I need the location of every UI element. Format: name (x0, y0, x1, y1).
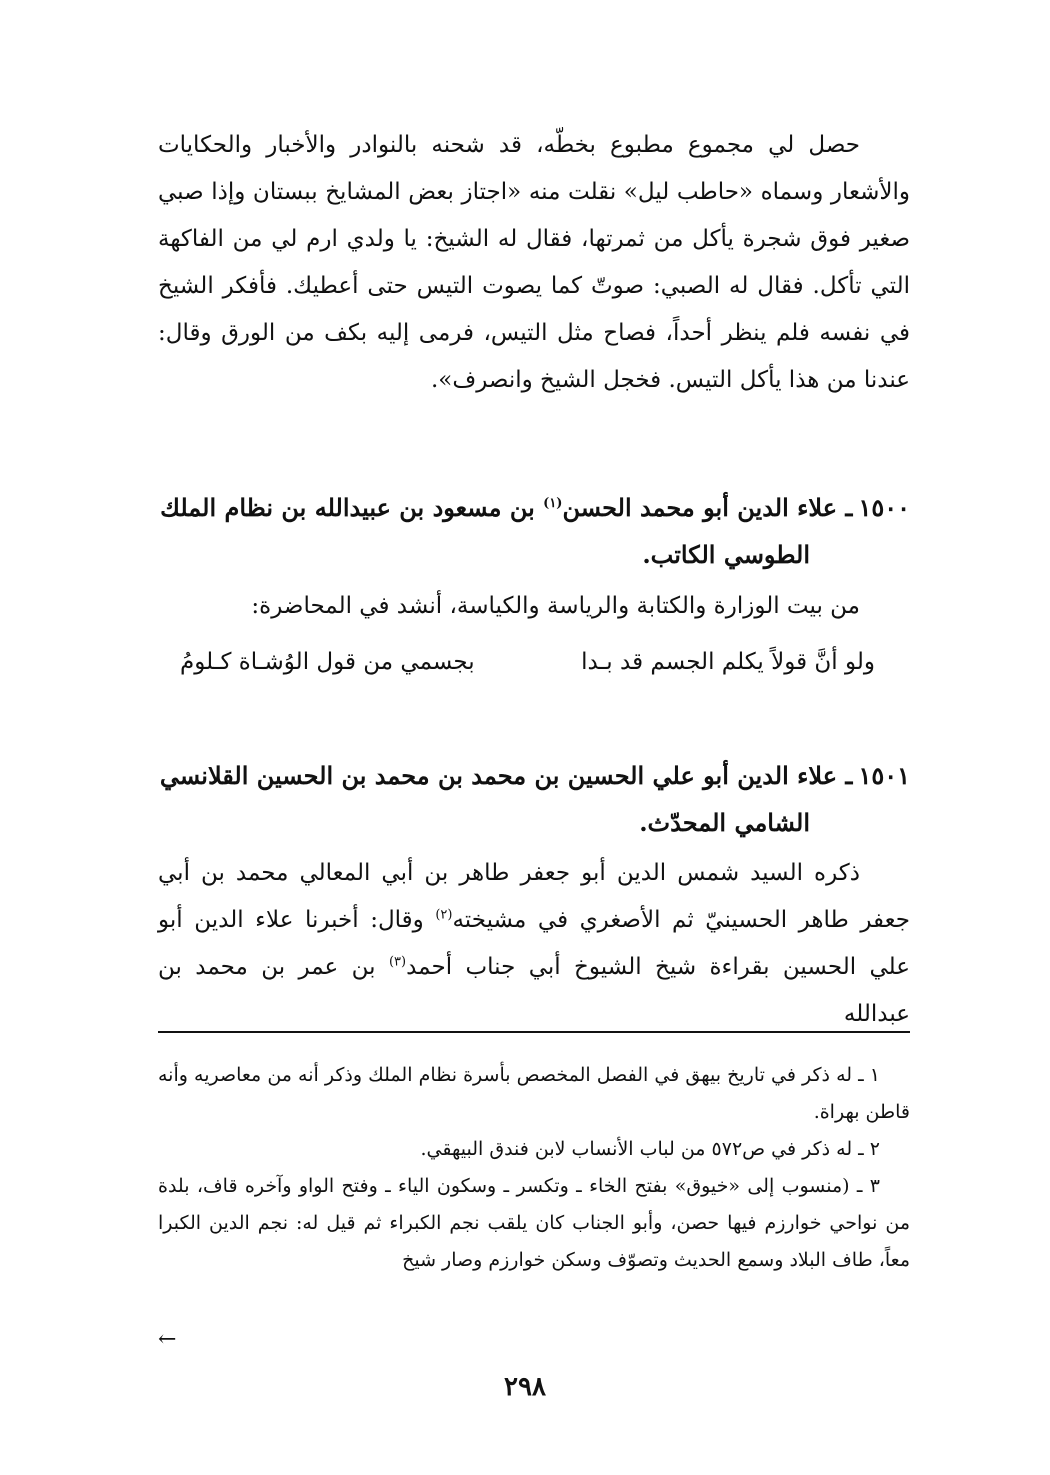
footnote-ref-1: (١) (543, 496, 563, 511)
footnote-separator (158, 1031, 910, 1033)
intro-paragraph: حصل لي مجموع مطبوع بخطّه، قد شحنه بالنوادر والأخبار والحكايات والأشعار وسماه «حاطب ليل» نقلت منه «اجتاز بعض المشايخ ببستان وإذا صبي صغير فوق شجرة يأكل من ثمرتها، فقال له الشيخ: يا ولدي ارم لي من الفاكهة التي تأكل. فقال له الصبي: صوتّ كما يصوت التيس حتى أعطيك. فأفكر الشيخ في نفسه فلم ينظر أحداً، فصاح مثل التيس، فرمى إليه بكف من الورق وقال: عندنا من هذا يأكل التيس. فخجل الشيخ وانصرف». (158, 132, 910, 393)
entry-1500-body: من بيت الوزارة والكتابة والرياسة والكياسة، أنشد في المحاضرة: (251, 593, 860, 619)
entry-1500-title-line1 (158, 484, 910, 531)
entry-1501-body-part2: وقال: أخبرنا علاء الدين أبو علي الحسين بقراءة شيخ الشيوخ أبي جناب أحمد (158, 907, 911, 980)
entry-1500-title-line2: الطوسي الكاتب. (642, 540, 810, 569)
entry-1500-number: ١٥٠٠ (858, 493, 910, 522)
verse-second-hemistich: بجسمي من قول الوُشـاة كـلومُ (180, 649, 475, 675)
footnote-ref-2: (٢) (435, 907, 453, 923)
entry-1501-body-part1: ذكره السيد شمس الدين أبو جعفر طاهر بن أبي المعالي محمد بن أبي جعفر طاهر الحسينيّ ثم الأصغري في مشيخته (158, 860, 910, 933)
entry-1501-title: ـ علاء الدين أبو علي الحسين بن محمد بن محمد بن الحسين القلانسي (159, 761, 853, 790)
continuation-arrow-icon: ← (158, 1327, 177, 1352)
entry-1501-body-part3: بن عمر بن محمد بن عبدالله (158, 954, 910, 1027)
footnotes-block (158, 1057, 910, 1279)
verse-first-hemistich: ولو أنَّ قولاً يكلم الجسم قد بـدا (581, 649, 875, 675)
entry-1500-body-block (158, 583, 910, 630)
entry-1501-number: ١٥٠١ (858, 761, 910, 790)
entry-1500-verse (158, 639, 910, 686)
entry-1501-title-line2: الشامي المحدّث. (639, 808, 810, 837)
entry-1501-heading (158, 752, 910, 846)
page-number: ٢٩٨ (504, 1372, 546, 1402)
entry-1500-title-end: بن مسعود بن عبيدالله بن نظام الملك (160, 493, 544, 522)
entry-1501-body-block (158, 850, 910, 1038)
entry-1501-body (158, 850, 910, 1038)
footnote-ref-3: (٣) (388, 954, 407, 970)
intro-paragraph-block (158, 122, 910, 404)
entry-1500-title-start: ـ علاء الدين أبو محمد الحسن (562, 493, 853, 522)
entry-1500-heading (158, 484, 910, 578)
footnote-2: ٢ ـ له ذكر في ص٥٧٢ من لباب الأنساب لابن فندق البيهقي. (420, 1138, 880, 1160)
footnote-3: ٣ ـ (منسوب إلى «خيوق» بفتح الخاء ـ وتكسر ـ وسكون الياء ـ وفتح الواو وآخره قاف، بلدة من نواحي خوارزم فيها حصن، وأبو الجناب كان يلقب نجم الكبراء ثم قيل له: نجم الدين الكبرا معاً، طاف البلاد وسمع الحديث وتصوّف وسكن خوارزم وصار شيخ (158, 1175, 910, 1271)
entry-1501-title-line1 (158, 752, 910, 799)
footnote-1: ١ ـ له ذكر في تاريخ بيهق في الفصل المخصص بأسرة نظام الملك وذكر أنه من معاصريه وأنه قاطن بهراة. (158, 1064, 910, 1123)
